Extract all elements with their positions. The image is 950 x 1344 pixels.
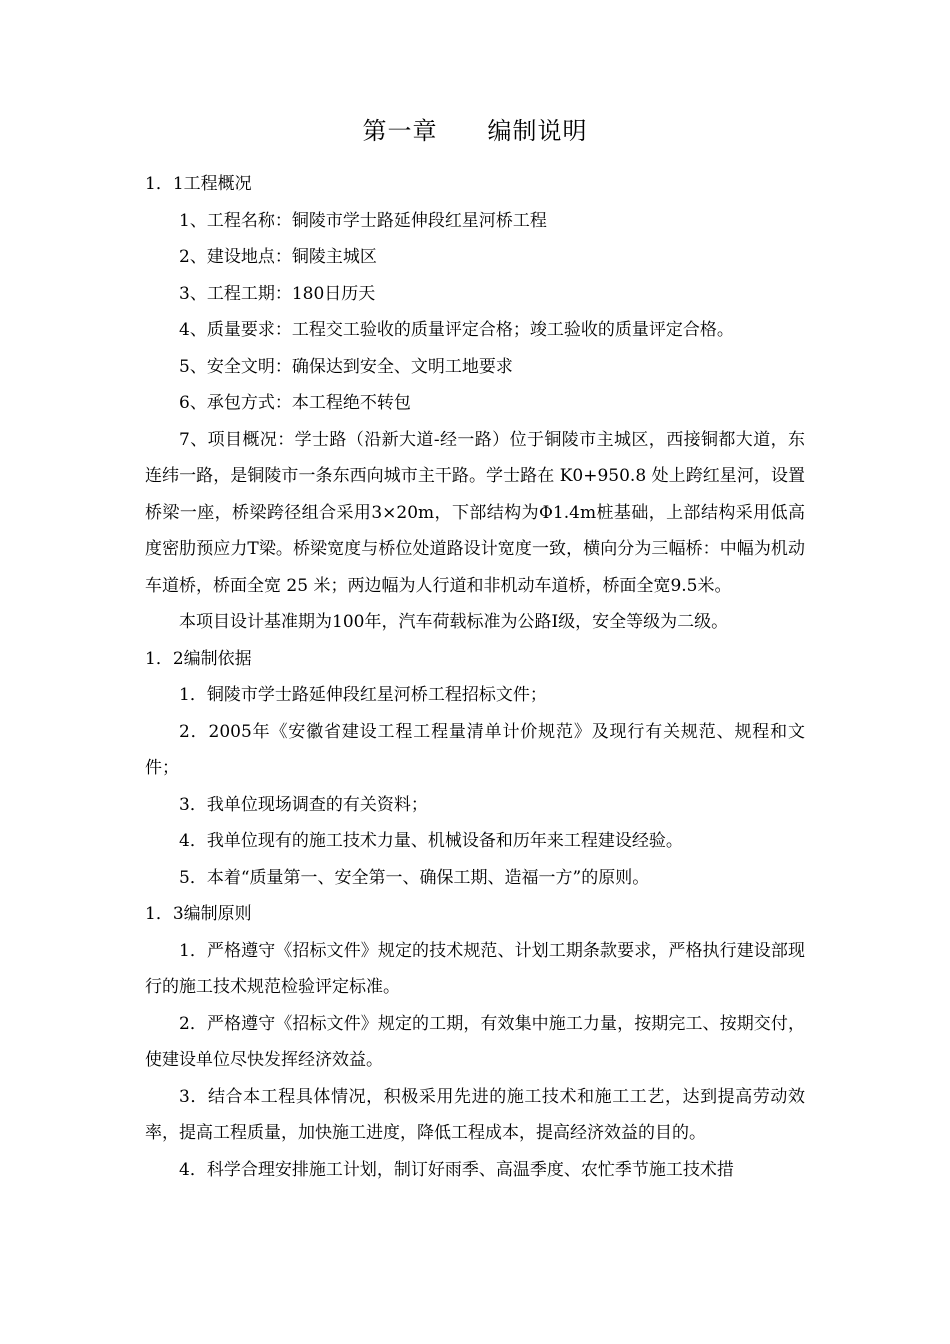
paragraph: 5、安全文明：确保达到安全、文明工地要求 [179,356,513,377]
paragraph: 1．铜陵市学士路延伸段红星河桥工程招标文件； [179,685,547,705]
document-body [145,166,805,1188]
paragraph: 1．严格遵守《招标文件》规定的技术规范、计划工期条款要求，严格执行建设部现行的施工技术规范检验评定标准。 [145,940,805,997]
paragraph: 3．结合本工程具体情况，积极采用先进的施工技术和施工工艺，达到提高劳动效率，提高工程质量，加快施工进度，降低工程成本，提高经济效益的目的。 [145,1086,805,1143]
paragraph: 4．我单位现有的施工技术力量、机械设备和历年来工程建设经验。 [179,831,683,851]
paragraph: 1、工程名称：铜陵市学士路延伸段红星河桥工程 [179,210,547,231]
section-heading: 1．2编制依据 [145,648,252,669]
paragraph: 3、工程工期：180日历天 [179,283,376,304]
paragraph: 2、建设地点：铜陵主城区 [179,247,377,267]
paragraph: 2．2005年《安徽省建设工程工程量清单计价规范》及现行有关规范、规程和文件； [145,721,805,778]
paragraph: 本项目设计基准期为100年，汽车荷载标准为公路Ⅰ级，安全等级为二级。 [179,612,729,632]
paragraph: 6、承包方式：本工程绝不转包 [179,393,411,413]
paragraph: 4．科学合理安排施工计划，制订好雨季、高温季度、农忙季节施工技术措 [179,1159,734,1180]
paragraph: 7、项目概况：学士路（沿新大道-经一路）位于铜陵市主城区，西接铜都大道，东连纬一路，是铜陵市一条东西向城市主干路。学士路在 K0+950.8 处上跨红星河，设置桥梁一座，桥梁跨径组合采用3×20m，下部结构为Φ1.4m桩基础，上部结构采用低高度密肋预应力T梁。桥梁宽度与桥位处道路设计宽度一致，横向分为三幅桥：中幅为机动车道桥，桥面全宽 25 米；两边幅为人行道和非机动车道桥，桥面全宽9.5米。 [145,429,805,596]
paragraph: 5．本着“质量第一、安全第一、确保工期、造福一方”的原则。 [179,867,650,888]
paragraph: 3．我单位现场调查的有关资料； [179,794,428,815]
paragraph: 4、质量要求：工程交工验收的质量评定合格；竣工验收的质量评定合格。 [179,320,734,340]
chapter-heading: 编制说明 [487,117,588,145]
section-heading: 1．1工程概况 [145,174,252,194]
paragraph: 2．严格遵守《招标文件》规定的工期，有效集中施工力量，按期完工、按期交付，使建设单位尽快发挥经济效益。 [145,1013,805,1070]
section-heading: 1．3编制原则 [145,904,252,924]
chapter-title [0,114,950,148]
chapter-number: 第一章 [362,117,438,145]
